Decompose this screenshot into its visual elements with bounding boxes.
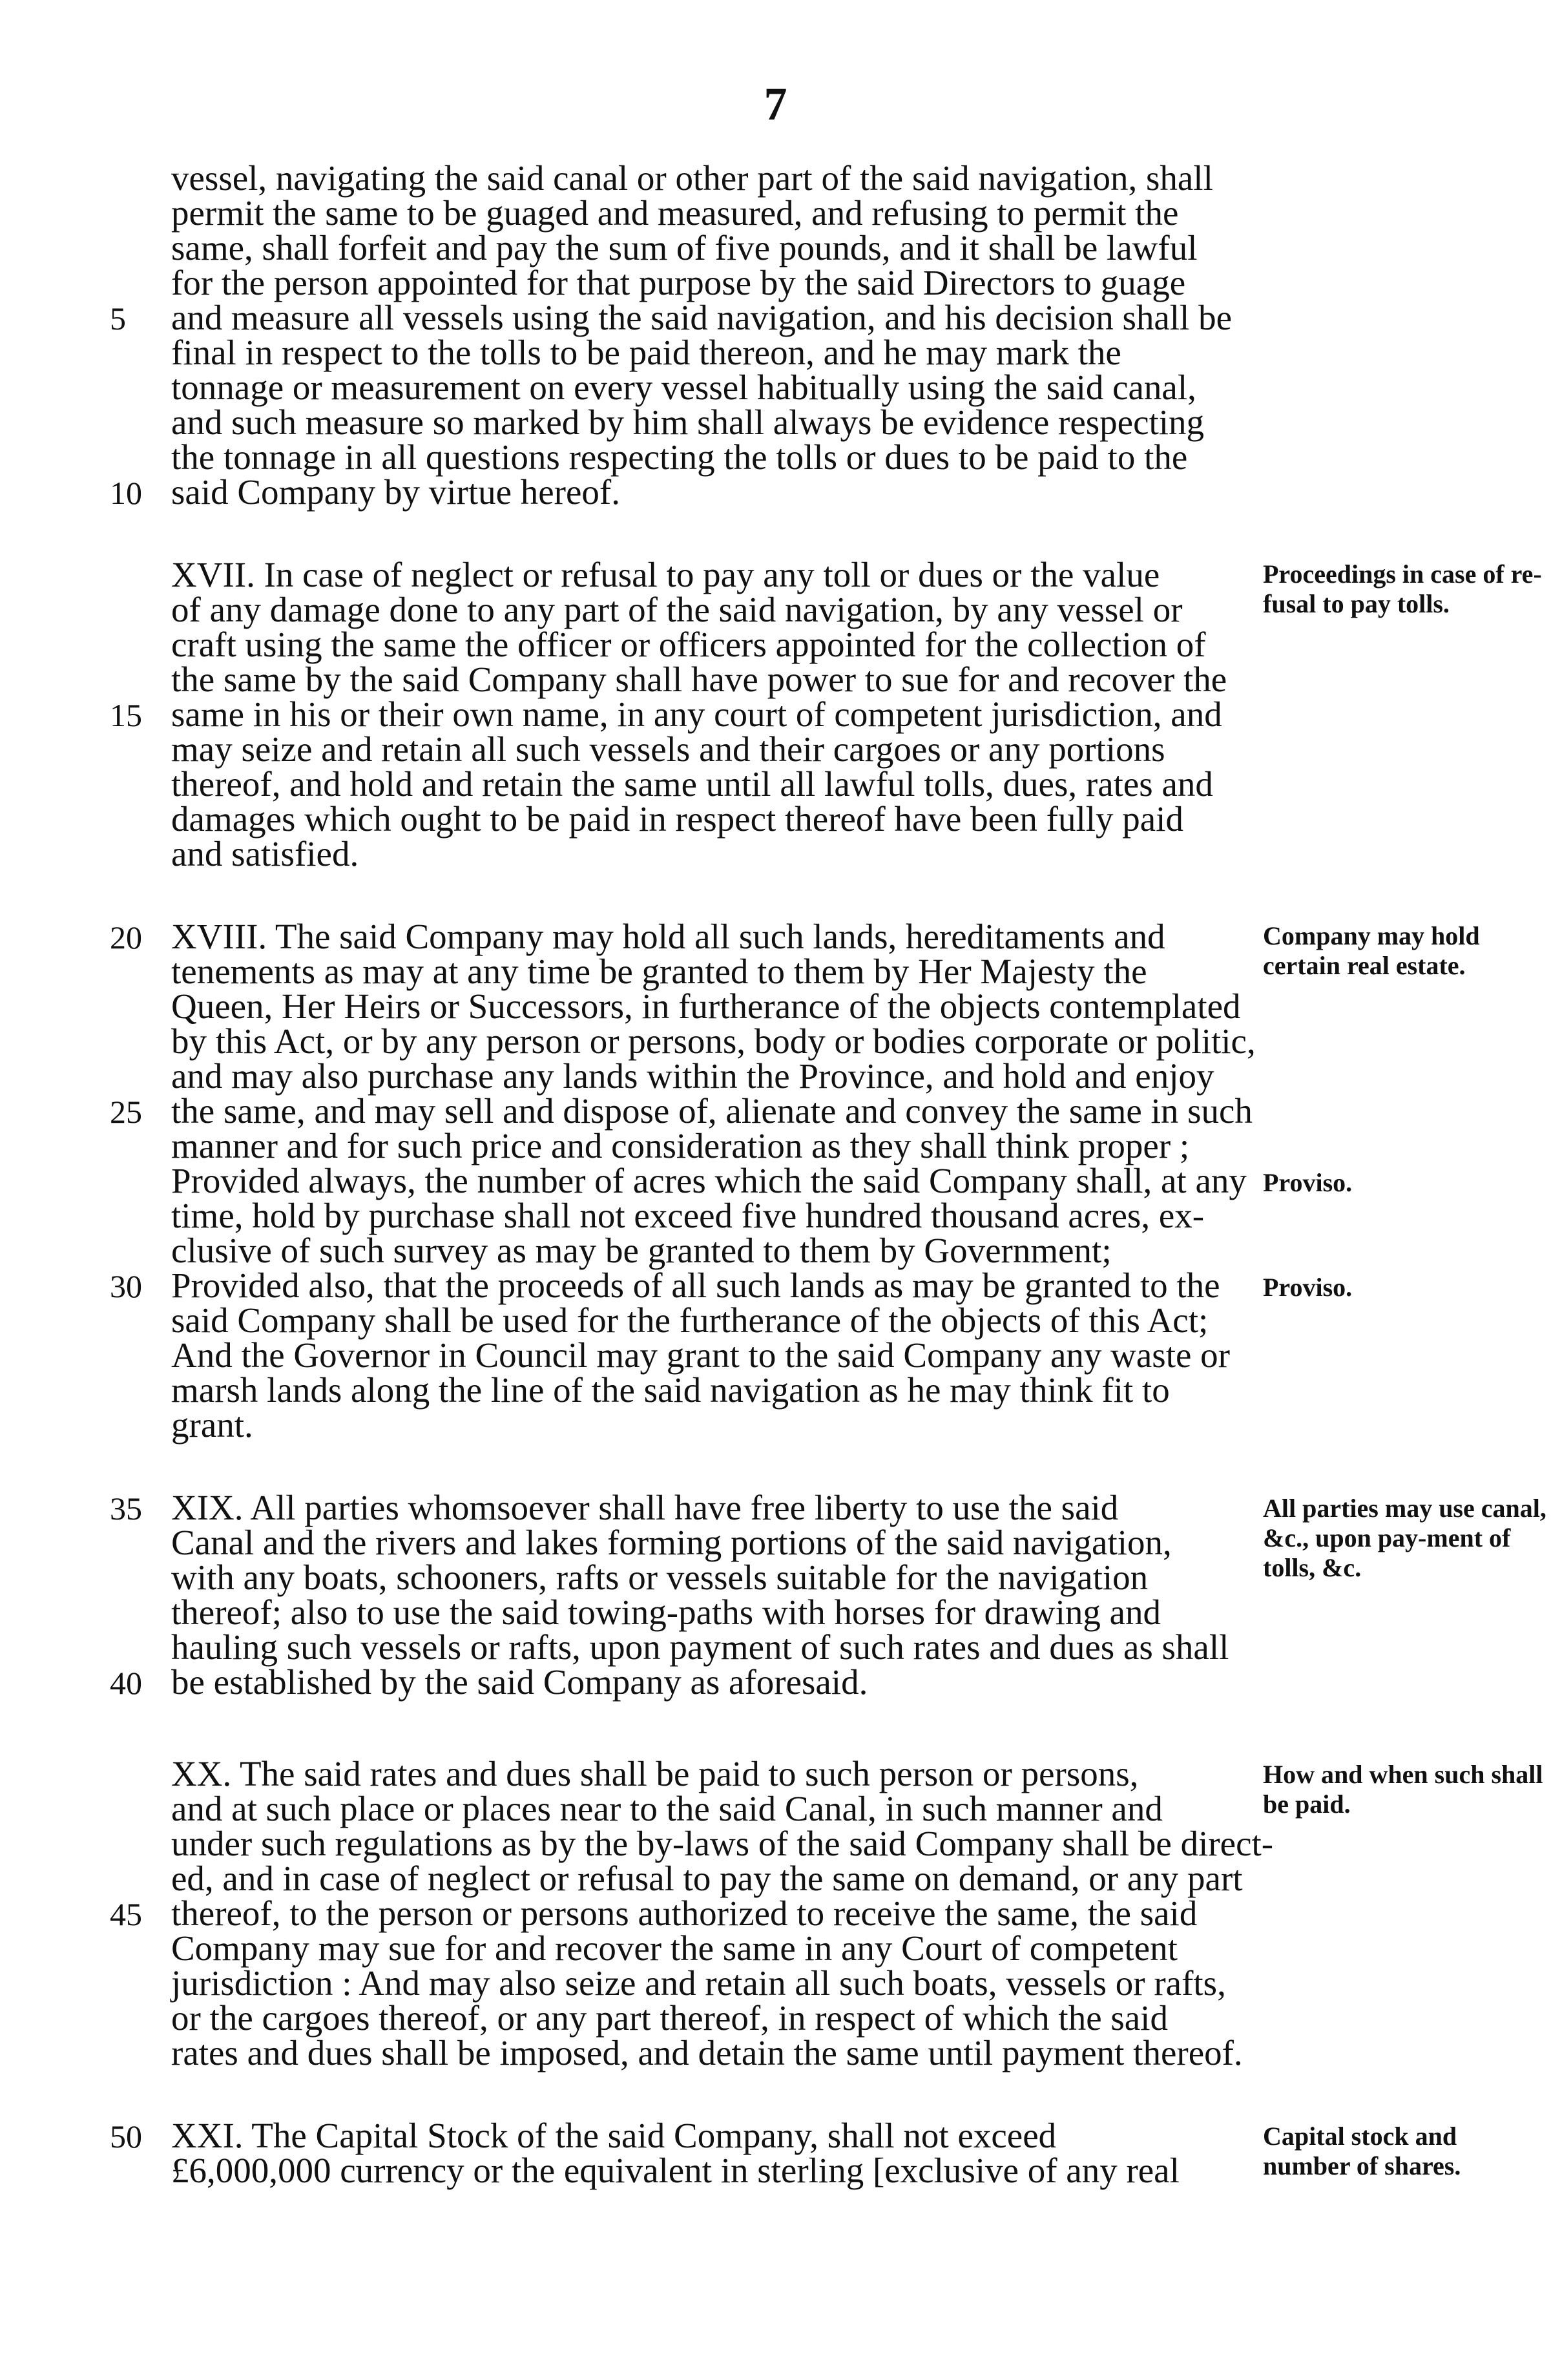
line-text: or the cargoes thereof, or any part thereof, in respect of which the said: [171, 1998, 1168, 2038]
text-line: [110, 1629, 1551, 1665]
text-line: [110, 766, 1551, 802]
line-text: by this Act, or by any person or persons, body or bodies corporate or politic,: [171, 1021, 1256, 1061]
line-number: 5: [110, 300, 126, 337]
text-line: [110, 1664, 1551, 1700]
text-line: [110, 265, 1551, 300]
text-line: [110, 1861, 1551, 1896]
text-line: [110, 2000, 1551, 2036]
text-line: [110, 1198, 1551, 1233]
line-text: Canal and the rivers and lakes forming portions of the said navigation,: [171, 1523, 1172, 1562]
line-text: clusive of such survey as may be granted to them by Government;: [171, 1231, 1112, 1270]
line-number: 15: [110, 697, 142, 733]
page-number: 7: [764, 78, 787, 130]
line-text: tenements as may at any time be granted to them by Her Majesty the: [171, 952, 1147, 991]
text-line: [110, 1407, 1551, 1443]
line-text: jurisdiction : And may also seize and retain all such boats, vessels or rafts,: [171, 1963, 1226, 2003]
line-text: said Company by virtue hereof.: [171, 472, 620, 512]
line-number: 10: [110, 475, 142, 511]
line-text: final in respect to the tolls to be paid thereon, and he may mark the: [171, 333, 1121, 372]
line-number: 45: [110, 1896, 142, 1932]
line-text: Provided always, the number of acres which the said Company shall, at any: [171, 1161, 1247, 1200]
text-line: [110, 230, 1551, 266]
margin-note: Proviso.: [1263, 1168, 1353, 1197]
line-number: 30: [110, 1268, 142, 1304]
line-text: and satisfied.: [171, 834, 359, 873]
line-text: craft using the same the officer or officers appointed for the collection of: [171, 625, 1206, 664]
text-line: [110, 1826, 1551, 1861]
line-text: Queen, Her Heirs or Successors, in furtherance of the objects contemplated: [171, 986, 1241, 1026]
text-line: [110, 1930, 1551, 1966]
line-text: same, shall forfeit and pay the sum of five pounds, and it shall be lawful: [171, 228, 1198, 267]
line-text: for the person appointed for that purpose by the said Directors to guage: [171, 263, 1186, 302]
line-text: XXI. The Capital Stock of the said Company, shall not exceed: [171, 2116, 1057, 2155]
line-text: XX. The said rates and dues shall be paid to such person or persons,: [171, 1754, 1139, 1793]
line-text: ed, and in case of neglect or refusal to pay the same on demand, or any part: [171, 1859, 1243, 1898]
line-text: may seize and retain all such vessels and their cargoes or any portions: [171, 729, 1165, 769]
line-text: manner and for such price and consideration as they shall think proper ;: [171, 1126, 1190, 1165]
line-text: time, hold by purchase shall not exceed five hundred thousand acres, ex-: [171, 1196, 1205, 1235]
text-line: [110, 1895, 1551, 1931]
margin-note: How and when such shall be paid.: [1263, 1760, 1543, 1819]
line-text: hauling such vessels or rafts, upon payment of such rates and dues as shall: [171, 1627, 1229, 1667]
line-text: and at such place or places near to the said Canal, in such manner and: [171, 1789, 1163, 1828]
line-text: damages which ought to be paid in respect thereof have been fully paid: [171, 799, 1183, 839]
line-text: said Company shall be used for the furtherance of the objects of this Act;: [171, 1300, 1209, 1340]
text-line: [110, 696, 1551, 732]
line-text: the same by the said Company shall have power to sue for and recover the: [171, 660, 1227, 699]
line-number: 20: [110, 919, 142, 955]
text-line: [110, 474, 1551, 510]
text-line: [110, 404, 1551, 440]
line-text: thereof; also to use the said towing-paths with horses for drawing and: [171, 1592, 1161, 1632]
text-line: [110, 370, 1551, 405]
text-line: [110, 836, 1551, 872]
text-line: [110, 439, 1551, 475]
line-text: the tonnage in all questions respecting the tolls or dues to be paid to the: [171, 437, 1188, 477]
line-text: permit the same to be guaged and measured, and refusing to permit the: [171, 193, 1179, 233]
text-line: [110, 1965, 1551, 2001]
text-line: [110, 1594, 1551, 1630]
line-text: be established by the said Company as aforesaid.: [171, 1662, 868, 1702]
line-text: £6,000,000 currency or the equivalent in sterling [exclusive of any real: [171, 2151, 1180, 2190]
margin-note: All parties may use canal, &c., upon pay-ment of tolls, &c.: [1263, 1494, 1546, 1582]
line-text: tonnage or measurement on every vessel habitually using the said canal,: [171, 368, 1196, 407]
text-line: [110, 1337, 1551, 1373]
text-line: [110, 731, 1551, 767]
line-text: XVII. In case of neglect or refusal to pay any toll or dues or the value: [171, 555, 1160, 594]
line-text: Company may sue for and recover the same in any Court of competent: [171, 1928, 1178, 1968]
line-number: 25: [110, 1094, 142, 1130]
line-number: 35: [110, 1490, 142, 1527]
text-line: [110, 1233, 1551, 1268]
line-text: under such regulations as by the by-laws of the said Company shall be direct-: [171, 1824, 1274, 1863]
line-text: grant.: [171, 1405, 253, 1445]
text-line: [110, 801, 1551, 837]
line-text: And the Governor in Council may grant to the said Company any waste or: [171, 1335, 1230, 1375]
line-number: 50: [110, 2118, 142, 2155]
margin-note: Proviso.: [1263, 1273, 1353, 1302]
text-line: [110, 1302, 1551, 1338]
line-text: thereof, and hold and retain the same until all lawful tolls, dues, rates and: [171, 764, 1213, 804]
text-line: [110, 627, 1551, 662]
line-text: thereof, to the person or persons authorized to receive the same, the said: [171, 1894, 1198, 1933]
text-line: [110, 195, 1551, 231]
line-text: marsh lands along the line of the said navigation as he may think fit to: [171, 1370, 1170, 1410]
text-line: [110, 2035, 1551, 2071]
text-line: [110, 1372, 1551, 1408]
line-text: and such measure so marked by him shall always be evidence respecting: [171, 402, 1205, 442]
line-number: 40: [110, 1665, 142, 1701]
line-text: vessel, navigating the said canal or other part of the said navigation, shall: [171, 158, 1213, 198]
line-text: with any boats, schooners, rafts or vessels suitable for the navigation: [171, 1558, 1149, 1597]
text-line: [110, 988, 1551, 1024]
line-text: XIX. All parties whomsoever shall have free liberty to use the said: [171, 1488, 1119, 1527]
line-text: and may also purchase any lands within the Province, and hold and enjoy: [171, 1056, 1214, 1096]
text-line: [110, 662, 1551, 697]
text-line: [110, 1023, 1551, 1059]
text-line: [110, 1058, 1551, 1094]
text-line: [110, 1128, 1551, 1164]
text-line: [110, 300, 1551, 335]
text-line: [110, 160, 1551, 196]
line-text: of any damage done to any part of the said navigation, by any vessel or: [171, 590, 1183, 629]
line-text: Provided also, that the proceeds of all such lands as may be granted to the: [171, 1266, 1220, 1305]
line-text: and measure all vessels using the said navigation, and his decision shall be: [171, 298, 1232, 337]
line-text: same in his or their own name, in any court of competent jurisdiction, and: [171, 694, 1222, 734]
margin-note: Proceedings in case of re-fusal to pay tolls.: [1263, 559, 1542, 618]
line-text: rates and dues shall be imposed, and detain the same until payment thereof.: [171, 2033, 1243, 2072]
margin-note: Company may hold certain real estate.: [1263, 921, 1480, 980]
line-text: the same, and may sell and dispose of, alienate and convey the same in such: [171, 1091, 1253, 1131]
line-text: XVIII. The said Company may hold all such lands, hereditaments and: [171, 917, 1165, 956]
text-line: [110, 335, 1551, 370]
text-line: [110, 1093, 1551, 1129]
margin-note: Capital stock and number of shares.: [1263, 2122, 1461, 2180]
